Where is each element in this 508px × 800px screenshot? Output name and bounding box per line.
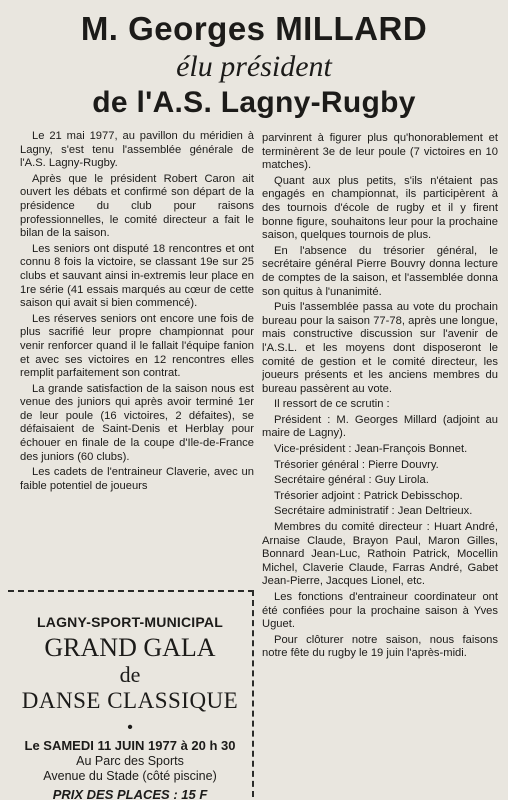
bullet-icon: •	[127, 719, 133, 736]
paragraph: Secrétaire général : Guy Lirola.	[274, 474, 429, 487]
ad-organizer: LAGNY-SPORT-MUNICIPAL	[37, 614, 223, 630]
paragraph: Vice-président : Jean-François Bonnet.	[274, 443, 468, 456]
ad-title-line1: GRAND GALA	[44, 633, 216, 662]
ad-address: Avenue du Stade (côté piscine)	[43, 769, 217, 783]
paragraph: Les cadets de l'entraineur Claverie, avec un faible potentiel de joueurs	[20, 466, 254, 492]
paragraph: Secrétaire administratif : Jean Deltrieux.	[274, 505, 473, 518]
paragraph: Les seniors ont disputé 18 rencontres et ont connu 8 fois la victoire, se classant 19e sur 25 clubs et sauvant ainsi in-extremis leur place en 1re série (41 essais marqués au cœur de cette saison qui avait si bien commencé).	[20, 242, 254, 310]
ad-venue: Au Parc des Sports	[76, 754, 184, 768]
ad-title-line2: de	[119, 662, 141, 687]
paragraph: Puis l'assemblée passa au vote du prochain bureau pour la saison 77-78, après une longue, mais constructive discussion sur l'avenir de l'A.S.L. et les moyens dont disposeront le comité de gestion et le comité directeur, les joueurs présents et les anciens membres du bureau passèrent au vote.	[262, 301, 498, 395]
paragraph: Quant aux plus petits, s'ils n'étaient pas engagés en championnat, ils participèrent à des tournois d'école de rugby et il y firent bonne figure, souhaitons leur pour la prochaine saison, quelques tournois de plus.	[262, 174, 498, 242]
paragraph: Trésorier adjoint : Patrick Debisschop.	[274, 489, 463, 502]
headline-elected: élu président	[176, 50, 332, 83]
paragraph: Le 21 mai 1977, au pavillon du méridien à Lagny, s'est tenu l'assemblée générale de l'A.S. Lagny-Rugby.	[20, 130, 254, 170]
headline-club: de l'A.S. Lagny-Rugby	[92, 86, 416, 119]
article-right-column	[262, 132, 498, 800]
paragraph: Les réserves seniors ont encore une fois de plus sacrifié leur propre championnat pour venir renforcer quand il le fallait l'équipe fanion et avec ses victoires en 12 rencontres elles remplit parfaitement son contrat.	[20, 312, 254, 380]
paragraph: Trésorier général : Pierre Douvry.	[274, 458, 439, 471]
ad-date: Le SAMEDI 11 JUIN 1977 à 20 h 30	[24, 738, 236, 753]
paragraph: La grande satisfaction de la saison nous est venue des juniors qui après avoir terminé 1er de leur poule (16 victoires, 2 défaites), se défaisaient de Saint-Denis et Herblay pour échouer en finale de la coupe d'Ile-de-France des juniors (60 clubs).	[20, 382, 254, 463]
ad-price: PRIX DES PLACES : 15 F	[52, 787, 208, 800]
headline-name: M. Georges MILLARD	[80, 10, 428, 47]
ad-title-line3: DANSE CLASSIQUE	[21, 688, 239, 713]
article-left-column	[20, 130, 254, 580]
gala-advertisement	[8, 590, 254, 800]
paragraph-continuation: parvinrent à figurer plus qu'honorablement et terminèrent 3e de leur poule (7 victoires en 10 matches).	[262, 132, 498, 172]
paragraph: En l'absence du trésorier général, le secrétaire général Pierre Bouvry donna lecture de comptes de la saison, et l'assemblée donna son quitus à l'unanimité.	[262, 244, 498, 298]
paragraph: Pour clôturer notre saison, nous faisons notre fête du rugby le 19 juin l'après-midi.	[262, 633, 498, 660]
paragraph: Il ressort de ce scrutin :	[274, 398, 390, 411]
paragraph: Après que le président Robert Caron ait ouvert les débats et confirmé son départ de la présidence du club pour raisons professionnelles, le comité directeur a fait le bilan de la saison.	[20, 172, 254, 240]
paragraph: Les fonctions d'entraineur coordinateur ont été confiées pour la prochaine saison à Yves Uguet.	[262, 591, 498, 631]
paragraph: Membres du comité directeur : Huart André, Arnaise Claude, Brayon Paul, Maron Gilles, Bonnard Jean-Luc, Rathoin Patrick, Mocellin Michel, Claverie Claude, Farras André, Gabet Jean-Pierre, Jacques Lionel, etc.	[262, 521, 498, 588]
paragraph: Président : M. Georges Millard (adjoint au maire de Lagny).	[262, 413, 498, 440]
